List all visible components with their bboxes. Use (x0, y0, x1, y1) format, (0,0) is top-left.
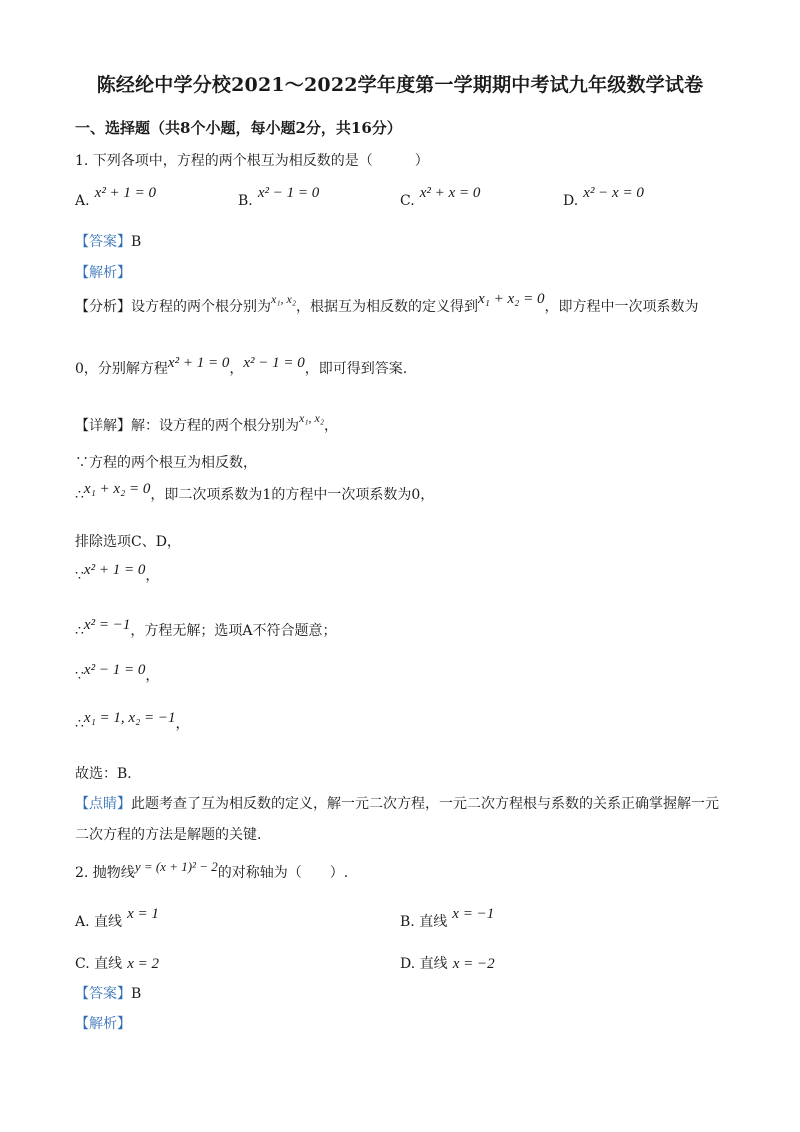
therefore-symbol: ∴ (75, 716, 84, 732)
therefore-text: ， (175, 716, 190, 732)
option-expr: x² − 1 = 0 (257, 185, 320, 201)
q2-option-a (75, 903, 159, 930)
q1-option-c (400, 182, 481, 209)
option-label: B. (238, 193, 253, 209)
fenxi-text: ，根据互为相反数的定义得到 (296, 299, 478, 315)
option-expr: x = −2 (452, 956, 495, 972)
q2-answer (75, 983, 141, 1003)
q2-stem (75, 859, 349, 882)
therefore-symbol: ∴ (75, 487, 84, 503)
therefore-text: ，方程无解；选项A不符合题意； (130, 623, 337, 639)
fenxi-text: ，即方程中一次项系数为 (544, 299, 699, 315)
q1-because-3 (75, 662, 160, 685)
q1-dianjing-line1 (75, 793, 719, 813)
q1-answer (75, 231, 141, 251)
q1-dianjing-line2: 二次方程的方法是解题的关键. (75, 827, 262, 843)
xiangjie-roots: x₁, x₂ (299, 411, 324, 425)
q1-therefore-1 (75, 481, 435, 504)
q2-stem-expr: y = (x + 1)² − 2 (134, 859, 218, 874)
fenxi-text: ， (229, 361, 244, 377)
dianjing-text: 此题考查了互为相反数的定义，解一元二次方程，一元二次方程根与系数的关系正确掌握解一元 (131, 796, 719, 812)
q2-option-b (400, 903, 495, 930)
q2-stem-text: 2. 抛物线 (75, 865, 135, 881)
because-eq: x² − 1 = 0 (83, 662, 146, 678)
q1-option-d (563, 182, 644, 209)
answer-tag: 【答案】 (75, 986, 131, 1002)
option-label: C. 直线 (75, 956, 123, 972)
option-expr: x = 1 (127, 906, 159, 922)
q1-therefore-3 (75, 710, 190, 733)
fenxi-roots: x₁, x₂ (271, 292, 296, 306)
option-label: B. 直线 (400, 914, 448, 930)
fenxi-text: 设方程的两个根分别为 (131, 299, 271, 315)
option-expr: x² + x = 0 (419, 185, 481, 201)
fenxi-sum: x₁ + x₂ = 0 (478, 291, 545, 307)
because-symbol: ∵ (75, 568, 84, 584)
option-label: A. (75, 193, 90, 209)
page-title: 陈经纶中学分校2021～2022学年度第一学期期中考试九年级数学试卷 (96, 74, 704, 96)
xiangjie-text: ， (324, 418, 338, 434)
fenxi-eq2: x² − 1 = 0 (243, 355, 305, 371)
q2-stem-text: 的对称轴为（ ）. (217, 865, 349, 881)
option-expr: x² − x = 0 (583, 185, 644, 201)
fenxi-text: ，即可得到答案. (304, 361, 408, 377)
because-text: ， (145, 668, 160, 684)
q1-xiangjie-line1 (75, 411, 338, 435)
q1-because-1: ∵方程的两个根互为相反数， (75, 455, 257, 471)
q1-therefore-2 (75, 617, 337, 640)
answer-tag: 【答案】 (75, 234, 131, 250)
option-label: A. 直线 (75, 914, 123, 930)
q2-analysis-tag: 【解析】 (75, 1016, 131, 1032)
therefore-text: ，即二次项系数为1的方程中一次项系数为0， (150, 487, 435, 503)
q2-option-c (75, 953, 159, 973)
because-symbol: ∵ (75, 668, 84, 684)
answer-value: B (131, 234, 142, 250)
because-eq: x² + 1 = 0 (83, 562, 146, 578)
therefore-symbol: ∴ (75, 623, 84, 639)
option-expr: x² + 1 = 0 (94, 185, 157, 201)
fenxi-text: 0，分别解方程 (75, 361, 168, 377)
answer-value: B (131, 986, 142, 1002)
option-label: D. 直线 (400, 956, 448, 972)
q1-option-b (238, 182, 320, 209)
option-expr: x = 2 (127, 956, 159, 972)
q1-stem: 1. 下列各项中，方程的两个根互为相反数的是（ ） (75, 153, 429, 169)
q1-option-a (75, 182, 157, 209)
dianjing-tag: 【点睛】 (75, 796, 131, 812)
option-label: D. (563, 193, 579, 209)
option-expr: x = −1 (452, 906, 495, 922)
q1-because-2 (75, 562, 160, 585)
q1-fenxi-line1 (75, 291, 699, 316)
xiangjie-text: 解：设方程的两个根分别为 (131, 418, 299, 434)
fenxi-tag: 【分析】 (75, 299, 131, 315)
q1-exclude: 排除选项C、D， (75, 534, 181, 550)
because-text: ， (145, 568, 160, 584)
section-heading: 一、选择题（共8个小题，每小题2分，共16分） (75, 119, 402, 137)
q1-guxuan: 故选：B． (75, 766, 142, 782)
q1-fenxi-line2 (75, 355, 408, 378)
q1-analysis-tag: 【解析】 (75, 265, 131, 281)
therefore-eq: x₁ = 1, x₂ = −1 (83, 710, 176, 726)
q2-option-d (400, 953, 495, 973)
option-label: C. (400, 193, 415, 209)
therefore-sum: x₁ + x₂ = 0 (83, 481, 151, 497)
xiangjie-tag: 【详解】 (75, 418, 131, 434)
fenxi-eq1: x² + 1 = 0 (167, 355, 230, 371)
therefore-eq: x² = −1 (83, 617, 131, 633)
